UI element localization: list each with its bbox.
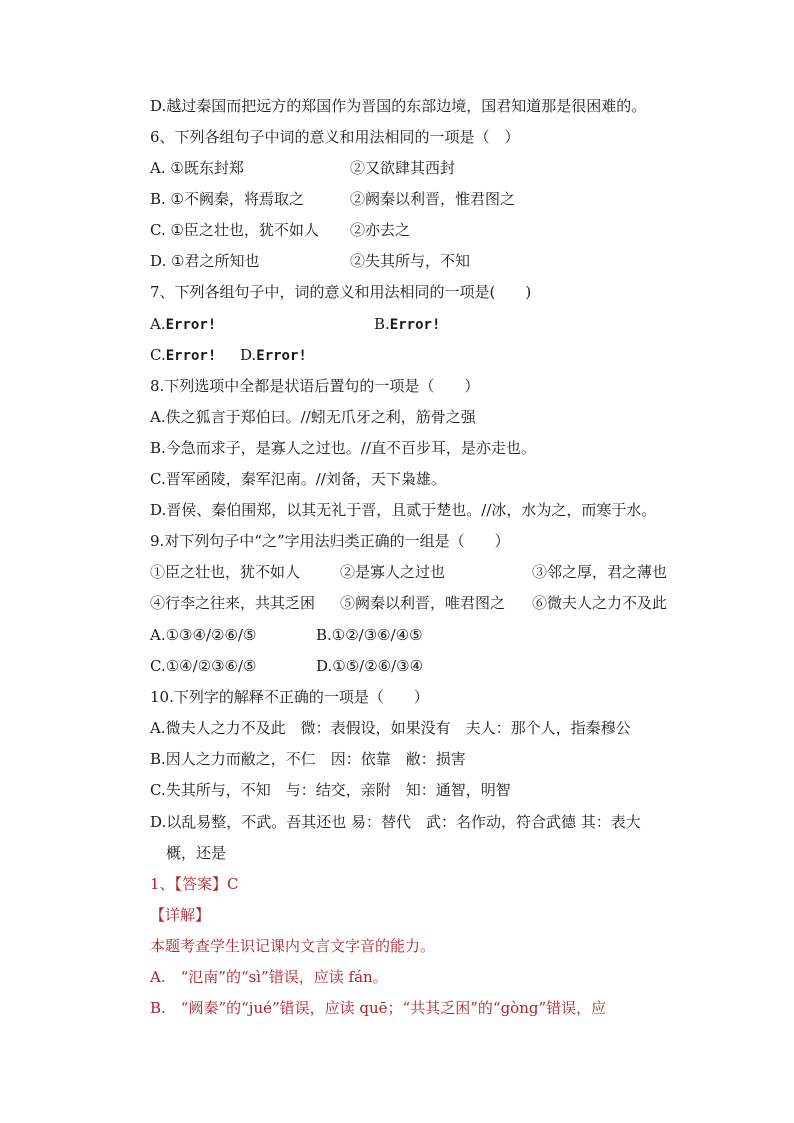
question-7: 7、下列各组句子中，词的意义和用法相同的一项是( ): [150, 283, 532, 301]
explanation-a: A. “氾南”的“sì”错误，应读 fán。: [150, 968, 388, 986]
q7-a: [150, 314, 216, 335]
q9-option-a: A.①③④/②⑥/⑤: [150, 626, 257, 644]
q6-c-part2: ②亦去之: [350, 221, 411, 239]
question-10: 10.下列字的解释不正确的一项是（ ）: [150, 688, 429, 706]
question-8: 8.下列选项中全都是状语后置句的一项是（ ）: [150, 377, 480, 395]
question-8-option-b: B.今急而求子，是寡人之过也。//直不百步耳，是亦走也。: [150, 439, 536, 457]
q7-b: [374, 314, 440, 335]
q6-a-part2: ②又欲肆其西封: [350, 159, 456, 177]
question-10-option-d: D.以乱易整，不武。吾其还也 易：替代 武：名作动，符合武德 其：表大: [150, 813, 641, 831]
answer-1: 1、【答案】C: [150, 875, 239, 893]
q6-a-part1: A. ①既东封郑: [150, 159, 244, 177]
question-10-option-c: C.失其所与，不知 与：结交，亲附 知：通智，明智: [150, 781, 511, 799]
question-8-option-a: A.佚之狐言于郑伯曰。//蚓无爪牙之利，筋骨之强: [150, 408, 476, 426]
q7-b-error: Error!: [389, 317, 441, 333]
q9-sentence-6: ⑥微夫人之力不及此: [532, 594, 668, 612]
q9-sentence-2: ②是寡人之过也: [340, 563, 446, 581]
q9-sentence-1: ①臣之壮也，犹不如人: [150, 563, 301, 581]
q6-c-part1: C. ①臣之壮也，犹不如人: [150, 221, 319, 239]
q9-option-c: C.①④/②③⑥/⑤: [150, 657, 257, 675]
q7-d: [240, 345, 307, 366]
question-6: 6、下列各组句子中词的意义和用法相同的一项是（ ）: [150, 128, 520, 146]
q6-b-part2: ②阙秦以利晋，惟君图之: [350, 190, 516, 208]
q9-option-b: B.①②/③⑥/④⑤: [316, 626, 423, 644]
explanation: 本题考查学生识记课内文言文字音的能力。: [150, 937, 436, 955]
question-9: 9.对下列句子中“之”字用法归类正确的一组是（ ）: [150, 532, 510, 550]
q7-b-prefix: B.: [374, 315, 390, 333]
question-8-option-d: D.晋侯、秦伯围郑，以其无礼于晋，且贰于楚也。//冰，水为之，而寒于水。: [150, 501, 657, 519]
q9-sentence-3: ③邻之厚，君之薄也: [532, 563, 668, 581]
q7-c-prefix: C.: [150, 346, 166, 364]
q6-d-part2: ②失其所与，不知: [350, 252, 471, 270]
explanation-b: B. “阙秦”的“jué”错误，应读 quē；“共其乏困”的“gòng”错误，应: [150, 999, 607, 1017]
q9-sentence-4: ④行李之往来，共其乏困: [150, 594, 316, 612]
question-8-option-c: C.晋军函陵，秦军氾南。//刘备，天下枭雄。: [150, 470, 446, 488]
q7-c-error: Error!: [165, 348, 217, 364]
question-10-option-d-continued: 概，还是: [166, 844, 227, 862]
q6-d-part1: D. ①君之所知也: [150, 252, 260, 270]
q7-d-prefix: D.: [240, 346, 257, 364]
q7-a-prefix: A.: [150, 315, 166, 333]
q7-a-error: Error!: [165, 317, 217, 333]
q9-sentence-5: ⑤阙秦以利晋，唯君图之: [340, 594, 506, 612]
detail-heading: 【详解】: [150, 906, 211, 924]
q7-d-error: Error!: [256, 348, 307, 364]
q9-option-d: D.①⑤/②⑥/③④: [316, 657, 424, 675]
option-d-previous: D.越过秦国而把远方的郑国作为晋国的东部边境，国君知道那是很困难的。: [150, 97, 647, 115]
question-10-option-b: B.因人之力而敝之，不仁 因：依靠 敝：损害: [150, 750, 466, 768]
q7-c: [150, 345, 216, 366]
question-10-option-a: A.微夫人之力不及此 微：表假设，如果没有 夫人：那个人，指秦穆公: [150, 719, 631, 737]
q6-b-part1: B. ①不阙秦，将焉取之: [150, 190, 305, 208]
